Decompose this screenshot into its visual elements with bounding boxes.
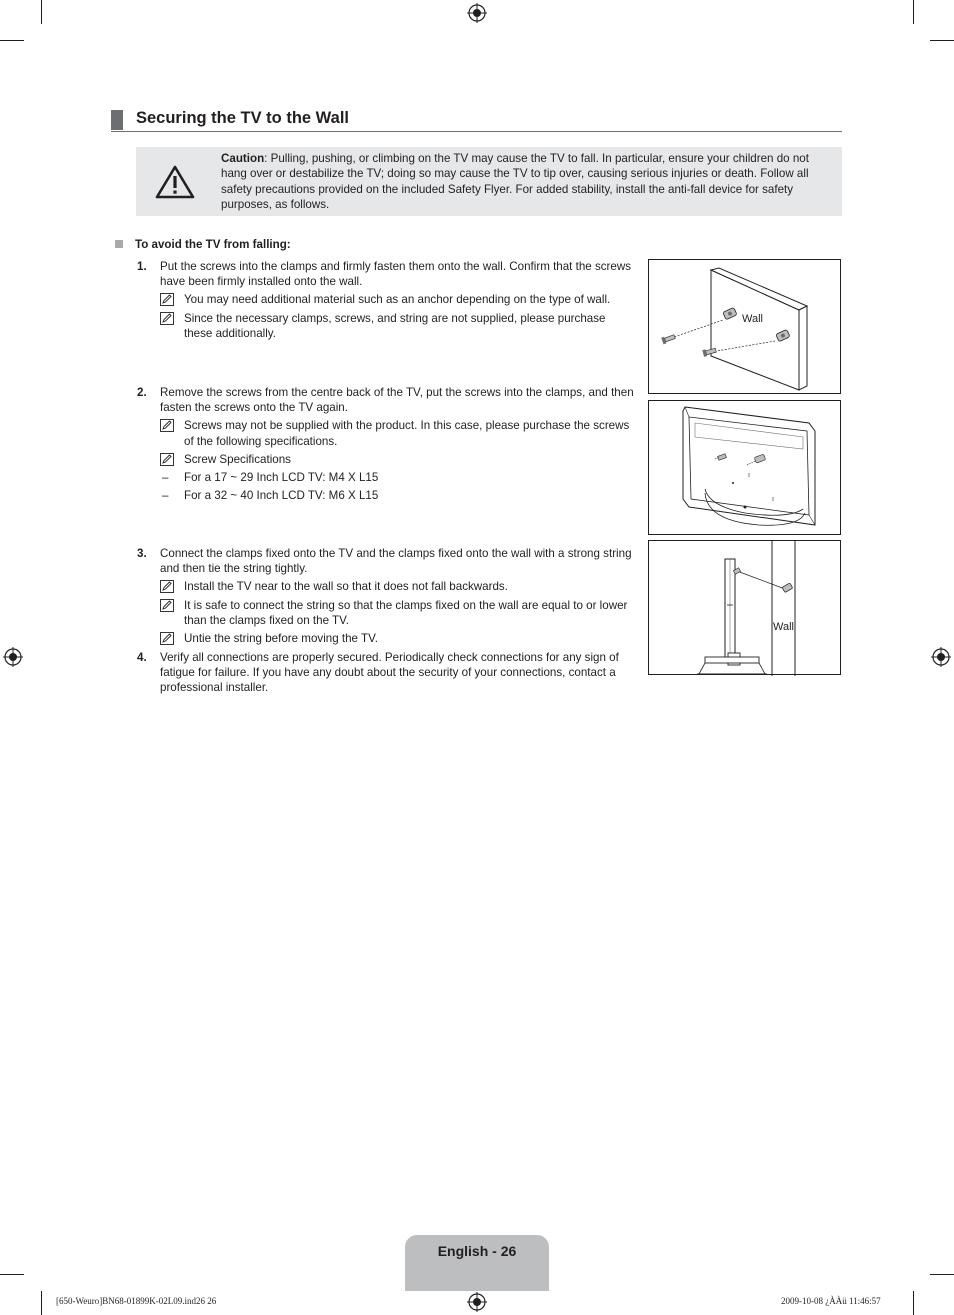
crop-mark	[41, 0, 42, 24]
step-3	[137, 546, 635, 646]
caution-label: Caution	[221, 152, 265, 165]
date-slug: 2009-10-08 ¿ÀÀü 11:46:57	[781, 1296, 881, 1306]
step-number: 3.	[137, 547, 147, 560]
crop-mark	[913, 0, 914, 24]
wall-label: Wall	[742, 313, 763, 325]
note-text: Untie the string before moving the TV.	[184, 632, 378, 646]
registration-mark-icon	[467, 1292, 487, 1312]
step-4	[137, 650, 635, 696]
caution-body: : Pulling, pushing, or climbing on the TV may cause the TV to fall. In particular, ensure your children do not hang over or destabilize the TV; doing so may cause the TV to tip over, causing serious injuries or death. Follow all safety precautions provided on the included Safety Flyer. For added stability, install the anti-fall device for safety purposes, as follows.	[221, 152, 809, 211]
step-text: Put the screws into the clamps and firmly fasten them onto the wall. Confirm that the screws have been firmly installed onto the wall.	[160, 260, 632, 289]
note	[160, 311, 635, 341]
tv-string-illustration	[649, 541, 842, 676]
crop-mark	[0, 1274, 24, 1275]
note-text: Since the necessary clamps, screws, and string are not supplied, please purchase these additionally.	[184, 311, 606, 340]
note-text: Install the TV near to the wall so that it does not fall backwards.	[184, 580, 508, 594]
warning-triangle-icon	[155, 165, 195, 199]
registration-mark-icon	[931, 647, 951, 667]
note-pencil-icon	[160, 599, 174, 612]
crop-mark	[913, 1291, 914, 1315]
note	[160, 579, 635, 594]
subheading-text: To avoid the TV from falling:	[135, 238, 291, 251]
step-number: 1.	[137, 260, 147, 273]
note-pencil-icon	[160, 580, 174, 593]
spec-text: For a 32 ~ 40 Inch LCD TV: M6 X L15	[184, 489, 379, 503]
square-bullet-icon	[115, 240, 123, 248]
step-text: Remove the screws from the centre back of the TV, put the screws into the clamps, and then fasten the screws onto the TV again.	[160, 386, 634, 415]
note	[160, 418, 635, 448]
note-pencil-icon	[160, 293, 174, 306]
page-number: English - 26	[437, 1243, 517, 1259]
section-title	[111, 108, 842, 132]
note	[160, 452, 635, 467]
dash-bullet: –	[162, 489, 169, 503]
note-pencil-icon	[160, 632, 174, 645]
step-text: Verify all connections are properly secured. Periodically check connections for any sign of fatigue for failure. If you have any doubt about the security of your connections, contact a professional installer.	[160, 651, 619, 695]
note-text: You may need additional material such as an anchor depending on the type of wall.	[184, 293, 611, 307]
note-text: It is safe to connect the string so that the clamps fixed on the wall are equal to or lower than the clamps fixed on the TV.	[184, 598, 628, 627]
registration-mark-icon	[467, 3, 487, 23]
spec-text: For a 17 ~ 29 Inch LCD TV: M4 X L15	[184, 471, 379, 485]
note-text: Screw Specifications	[184, 452, 291, 466]
step-1	[137, 259, 635, 341]
title-bar-accent	[111, 110, 123, 130]
caution-box	[136, 147, 842, 216]
crop-mark	[930, 1274, 954, 1275]
section-title-text: Securing the TV to the Wall	[136, 109, 349, 127]
spec-item	[137, 488, 635, 503]
note	[160, 598, 635, 628]
note-pencil-icon	[160, 419, 174, 432]
crop-mark	[41, 1291, 42, 1315]
step-number: 2.	[137, 386, 147, 399]
wall-clamps-illustration	[649, 260, 842, 395]
spec-item	[137, 470, 635, 485]
note-text: Screws may not be supplied with the product. In this case, please purchase the screws of the following specifications.	[184, 419, 630, 448]
dash-bullet: –	[162, 471, 169, 485]
tv-back-illustration	[649, 401, 842, 536]
figure-wall-clamps	[648, 259, 841, 394]
note-pencil-icon	[160, 453, 174, 466]
registration-mark-icon	[3, 647, 23, 667]
subheading	[115, 238, 291, 251]
crop-mark	[0, 40, 24, 41]
figure-tv-back	[648, 400, 841, 535]
note	[160, 292, 635, 307]
figure-tv-string	[648, 540, 841, 675]
page-number-tab	[405, 1235, 549, 1291]
wall-label: Wall	[773, 621, 794, 633]
step-number: 4.	[137, 651, 147, 664]
note-pencil-icon	[160, 312, 174, 325]
crop-mark	[930, 40, 954, 41]
step-text: Connect the clamps fixed onto the TV and the clamps fixed onto the wall with a strong string and then tie the string tightly.	[160, 547, 632, 576]
note	[160, 631, 635, 646]
step-2	[137, 385, 635, 503]
file-slug: [650-Weuro]BN68-01899K-02L09.ind26 26	[56, 1296, 217, 1306]
caution-text	[221, 151, 833, 212]
